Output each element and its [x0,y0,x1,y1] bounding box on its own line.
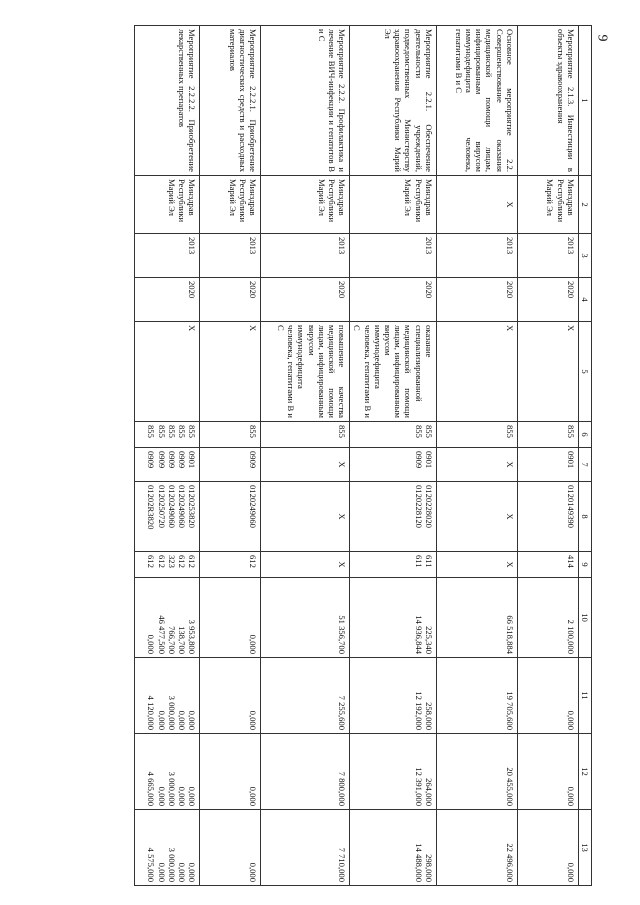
page-number: 9 [594,34,610,42]
cell-col-5: повышение качества медицинской помощи лицам, инфицированным вирусом иммунодефицита человека, гепатитами B и C [261,322,350,422]
cell-line: 611 [413,555,424,568]
column-number-13: 13 [578,810,591,886]
cell-line: 766,700 [166,626,177,654]
cell-col-4: 2020 [135,278,200,322]
cell-col-10 [200,578,261,658]
cell-line: 3 953,800 [187,619,198,654]
column-number-9: 9 [578,552,591,578]
cell-line: 612 [187,555,198,568]
cell-line: 0120149390 [565,485,576,528]
cell-line: 855 [565,425,576,438]
cell-col-12 [261,734,350,810]
cell-line: 0,000 [146,634,157,654]
cell-line: 855 [504,425,515,438]
cell-line: 298,000 [423,854,434,882]
cell-col-3: 2013 [436,234,517,278]
cell-line: 22 496,000 [504,843,515,882]
cell-line: 51 356,700 [337,615,348,654]
cell-col-5: оказание специализированной медицинской помощи лицам, инфицированным вирусом иммунодефицита человека, гепатитами B и C [350,322,437,422]
cell-col-6 [200,422,261,448]
cell-col-4: 2020 [261,278,350,322]
column-number-1: 1 [578,26,591,176]
cell-col-8 [517,482,578,552]
column-number-5: 5 [578,322,591,422]
cell-line: 414 [565,555,576,568]
cell-col-10 [517,578,578,658]
cell-col-1: Мероприятие 2.2.1. Обеспечение деятельности учреждений, подведомственных Министерству здравоохранения Республики Марий Эл [350,26,437,176]
cell-line: 855 [187,425,198,438]
cell-line: 612 [176,555,187,568]
cell-col-7 [517,448,578,482]
column-number-11: 11 [578,658,591,734]
cell-col-11 [436,658,517,734]
cell-col-13 [200,810,261,886]
cell-line: 0909 [248,451,259,469]
cell-line: 0901 [423,451,434,469]
cell-col-2: Минздрав Республики Марий Эл [135,176,200,234]
cell-col-11 [200,658,261,734]
cell-col-6 [350,422,437,448]
cell-line: X [337,513,348,520]
cell-line: 855 [166,425,177,438]
cell-line: 0909 [413,451,424,469]
cell-col-12 [200,734,261,810]
cell-line: 4 665,000 [146,771,157,806]
cell-line: 855 [337,425,348,438]
cell-col-4: 2020 [517,278,578,322]
cell-col-6 [436,422,517,448]
cell-line: 323 [166,555,177,568]
cell-col-6 [261,422,350,448]
cell-line: 0,000 [156,862,167,882]
cell-line: 855 [146,425,157,438]
cell-line: 66 518,884 [504,615,515,654]
cell-col-3: 2013 [200,234,261,278]
cell-line: 0120228120 [413,485,424,528]
cell-col-5: X [517,322,578,422]
cell-line: 14 936,844 [413,615,424,654]
cell-col-7 [200,448,261,482]
column-number-6: 6 [578,422,591,448]
cell-col-12 [517,734,578,810]
cell-col-8 [436,482,517,552]
cell-line: 46 477,500 [156,615,167,654]
cell-line: 855 [156,425,167,438]
cell-col-4: 2020 [436,278,517,322]
cell-col-6 [135,422,200,448]
rotated-page-content [127,25,592,885]
cell-line: X [337,461,348,468]
cell-col-1: Мероприятие 2.2.2.1. Приобретение диагностических средств и расходных материалов [200,26,261,176]
table-row [517,26,578,886]
cell-line: 0,000 [156,786,167,806]
cell-col-3: 2013 [261,234,350,278]
cell-col-13 [350,810,437,886]
column-number-7: 7 [578,448,591,482]
cell-line: 4 120,000 [146,695,157,730]
cell-line: 7 800,000 [337,771,348,806]
cell-col-5: X [135,322,200,422]
cell-line: 2 100,000 [565,619,576,654]
cell-line: 0120253820 [187,485,198,528]
cell-line: 0,000 [187,710,198,730]
cell-col-7 [350,448,437,482]
cell-line: 4 575,000 [146,847,157,882]
cell-col-13 [436,810,517,886]
cell-col-4: 2020 [350,278,437,322]
cell-col-12 [135,734,200,810]
column-number-4: 4 [578,278,591,322]
cell-line: X [504,561,515,568]
cell-col-2: Минздрав Республики Марий Эл [517,176,578,234]
cell-line: 0901 [565,451,576,469]
cell-col-10 [436,578,517,658]
cell-line: 0,000 [176,786,187,806]
cell-line: 0,000 [176,862,187,882]
cell-col-9 [517,552,578,578]
cell-line: 0,000 [565,786,576,806]
table-row [200,26,261,886]
cell-line: 7 255,600 [337,695,348,730]
cell-col-12 [350,734,437,810]
cell-line: 0909 [146,451,157,469]
cell-col-7 [135,448,200,482]
column-number-2: 2 [578,176,591,234]
cell-col-4: 2020 [200,278,261,322]
cell-line: 20 455,000 [504,767,515,806]
table-row [135,26,200,886]
cell-line: 12 192,000 [413,691,424,730]
cell-line: 0,000 [176,710,187,730]
column-number-3: 3 [578,234,591,278]
cell-col-8 [200,482,261,552]
cell-col-9 [135,552,200,578]
cell-line: 01202R3820 [146,485,157,530]
cell-col-2: X [436,176,517,234]
program-measures-table [134,25,592,886]
cell-col-2: Минздрав Республики Марий Эл [200,176,261,234]
cell-line: 14 488,000 [413,843,424,882]
cell-line: X [504,461,515,468]
cell-line: 3 000,000 [166,847,177,882]
cell-col-10 [261,578,350,658]
cell-col-9 [200,552,261,578]
column-number-8: 8 [578,482,591,552]
cell-col-2: Минздрав Республики Марий Эл [261,176,350,234]
cell-line: 0909 [156,451,167,469]
cell-line: 855 [248,425,259,438]
cell-line: 225,340 [423,626,434,654]
cell-line: 264,000 [423,778,434,806]
cell-col-13 [135,810,200,886]
cell-line: 0901 [187,451,198,469]
cell-col-7 [261,448,350,482]
column-number-10: 10 [578,578,591,658]
cell-col-12 [436,734,517,810]
cell-line: 855 [423,425,434,438]
cell-line: 258,000 [423,702,434,730]
cell-col-3: 2013 [350,234,437,278]
cell-col-7 [436,448,517,482]
cell-col-1: Мероприятие 2.2.2. Профилактика и лечение ВИЧ-инфекции и гепатитов B и C [261,26,350,176]
cell-col-2: Минздрав Республики Марий Эл [350,176,437,234]
cell-line: 0,000 [187,786,198,806]
cell-line: 855 [176,425,187,438]
cell-col-8 [135,482,200,552]
table-body [135,26,579,886]
cell-line: 0,000 [248,710,259,730]
cell-line: 0909 [166,451,177,469]
cell-line: X [504,513,515,520]
cell-line: 855 [413,425,424,438]
cell-line: 0,000 [565,862,576,882]
cell-line: 138,700 [176,626,187,654]
cell-line: X [337,561,348,568]
cell-col-1: Мероприятие 2.2.2.2. Приобретение лекарственных препаратов [135,26,200,176]
cell-col-13 [517,810,578,886]
cell-line: 0,000 [248,786,259,806]
cell-col-5: X [436,322,517,422]
cell-line: 612 [156,555,167,568]
table-row [436,26,517,886]
cell-line: 612 [146,555,157,568]
cell-col-10 [350,578,437,658]
cell-col-6 [517,422,578,448]
cell-col-1: Основное мероприятие 2.2. Совершенствование оказания медицинской помощи лицам, инфицированным вирусом иммунодефицита человека, гепатитами B и C [436,26,517,176]
cell-line: 611 [423,555,434,568]
cell-line: 612 [248,555,259,568]
cell-line: 19 705,600 [504,691,515,730]
cell-line: 12 391,000 [413,767,424,806]
table-row [261,26,350,886]
column-number-row [578,26,591,886]
cell-col-9 [436,552,517,578]
cell-col-8 [350,482,437,552]
cell-line: 0120249060 [166,485,177,528]
cell-col-8 [261,482,350,552]
cell-line: 0120249060 [176,485,187,528]
cell-col-9 [261,552,350,578]
cell-line: 0,000 [187,862,198,882]
cell-line: 0,000 [156,710,167,730]
cell-col-13 [261,810,350,886]
cell-line: 0,000 [565,710,576,730]
cell-line: 0120249060 [248,485,259,528]
cell-line: 0120250720 [156,485,167,528]
cell-col-11 [261,658,350,734]
cell-col-11 [517,658,578,734]
cell-col-10 [135,578,200,658]
cell-line: 3 000,000 [166,771,177,806]
cell-col-3: 2013 [135,234,200,278]
cell-col-11 [350,658,437,734]
cell-line: 3 000,000 [166,695,177,730]
cell-col-3: 2013 [517,234,578,278]
cell-line: 0,000 [248,862,259,882]
cell-line: 7 710,000 [337,847,348,882]
cell-line: 0120228020 [423,485,434,528]
cell-col-1: Мероприятие 2.1.3. Инвестиции в объекты здравоохранения [517,26,578,176]
cell-col-5: X [200,322,261,422]
cell-col-9 [350,552,437,578]
cell-col-11 [135,658,200,734]
table-row [350,26,437,886]
cell-line: 0909 [176,451,187,469]
cell-line: 0,000 [248,634,259,654]
column-number-12: 12 [578,734,591,810]
